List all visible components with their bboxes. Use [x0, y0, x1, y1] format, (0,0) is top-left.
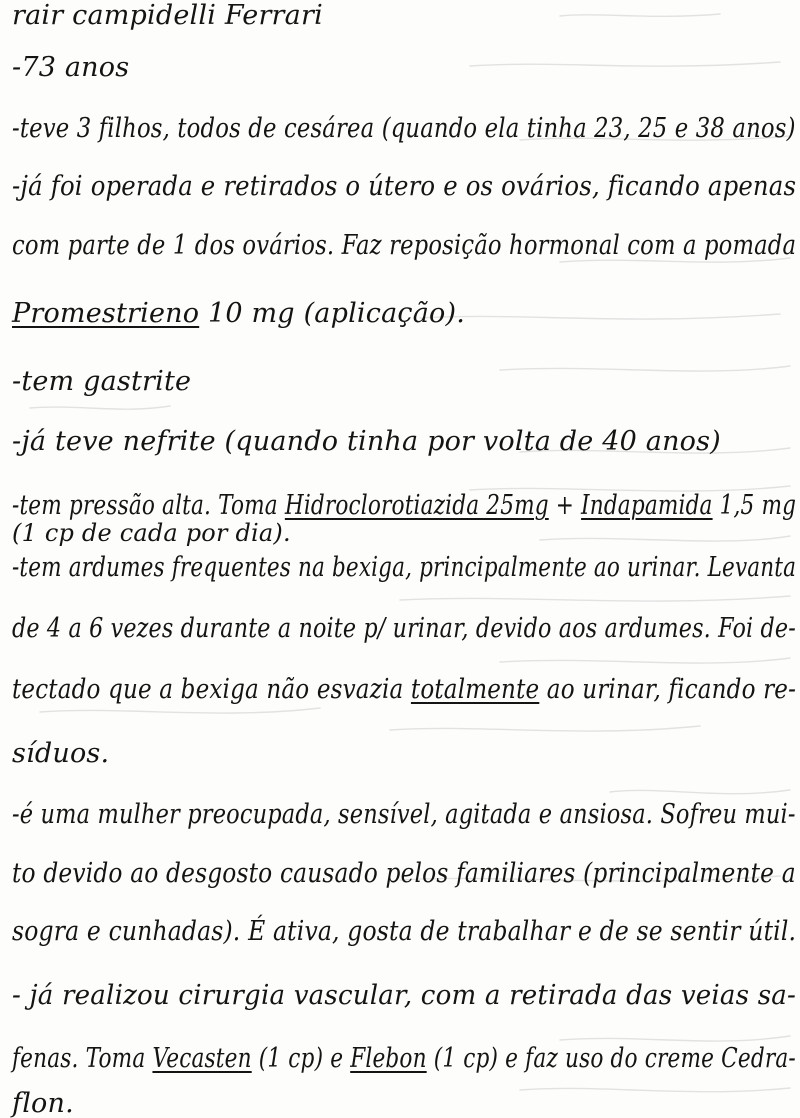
- note-line-2: [12, 54, 129, 81]
- underlined-term: Promestrieno: [12, 298, 200, 329]
- note-text: fenas. Toma: [12, 1043, 153, 1074]
- note-line-14: [12, 740, 109, 767]
- note-text: -tem ardumes frequentes na bexiga, principalmente ao urinar. Levanta: [12, 552, 797, 583]
- note-text: 10 mg (aplicação).: [199, 298, 465, 329]
- note-text: de 4 a 6 vezes durante a noite p/ urinar, devido aos ardumes. Foi de-: [12, 613, 796, 644]
- underlined-term: Flebon: [350, 1043, 427, 1074]
- underlined-term: Indapamida: [581, 490, 713, 521]
- note-text: rair campidelli Ferrari: [12, 0, 323, 31]
- note-text: -tem gastrite: [12, 366, 192, 397]
- note-line-3: [12, 115, 796, 142]
- note-line-9: [12, 492, 796, 519]
- note-line-11: [12, 554, 796, 581]
- note-line-1: [12, 2, 323, 29]
- note-text: síduos.: [12, 738, 110, 769]
- note-line-7: [12, 368, 191, 395]
- note-text: -teve 3 filhos, todos de cesárea (quando ela tinha 23, 25 e 38 anos): [12, 113, 796, 144]
- note-text: com parte de 1 dos ovários. Faz reposição hormonal com a pomada: [12, 230, 797, 261]
- note-line-4: [12, 173, 796, 200]
- note-line-5: [12, 232, 796, 259]
- note-line-16: [12, 860, 796, 887]
- note-text: +: [548, 490, 582, 521]
- note-text: ao urinar, ficando re-: [539, 674, 797, 705]
- note-text: (1 cp de cada por dia).: [12, 519, 291, 547]
- note-text: -73 anos: [12, 52, 130, 83]
- note-text: -tem pressão alta. Toma: [12, 490, 285, 521]
- note-text: 1,5 mg: [712, 490, 797, 521]
- note-line-10: [12, 521, 291, 545]
- note-line-20: [12, 1090, 74, 1117]
- note-text: -já foi operada e retirados o útero e os ovários, ficando apenas: [12, 171, 797, 202]
- note-text: -já teve nefrite (quando tinha por volta de 40 anos): [12, 426, 721, 457]
- note-line-8: [12, 428, 721, 455]
- note-text: (1 cp) e faz uso do creme Cedra-: [426, 1043, 796, 1074]
- note-line-6: [12, 300, 465, 327]
- note-text: (1 cp) e: [251, 1043, 351, 1074]
- note-text: to devido ao desgosto causado pelos familiares (principalmente a: [12, 858, 796, 889]
- note-text: -é uma mulher preocupada, sensível, agitada e ansiosa. Sofreu mui-: [12, 799, 796, 830]
- note-text: flon.: [12, 1088, 74, 1118]
- underlined-term: Hidroclorotiazida 25mg: [284, 490, 549, 521]
- note-line-13: [12, 676, 796, 703]
- note-line-19: [12, 1045, 796, 1072]
- note-text: tectado que a bexiga não esvazia: [12, 674, 411, 705]
- underlined-term: totalmente: [410, 674, 540, 705]
- underlined-term: Vecasten: [152, 1043, 252, 1074]
- note-line-15: [12, 801, 796, 828]
- note-text: sogra e cunhadas). É ativa, gosta de trabalhar e de se sentir útil.: [12, 916, 797, 947]
- note-text: - já realizou cirurgia vascular, com a retirada das veias sa-: [12, 980, 797, 1011]
- note-line-12: [12, 615, 796, 642]
- note-line-18: [12, 982, 796, 1009]
- note-line-17: [12, 918, 796, 945]
